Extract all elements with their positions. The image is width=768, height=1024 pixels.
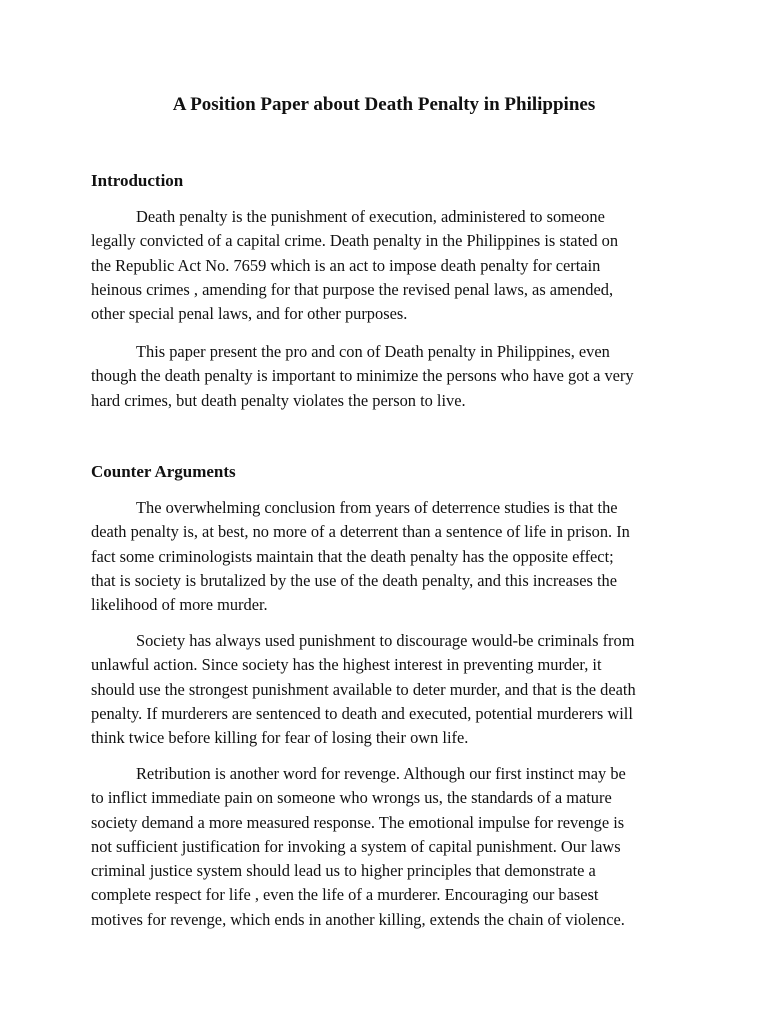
- text-line: criminal justice system should lead us to higher principles that demonstrate a: [91, 861, 596, 881]
- text-line: motives for revenge, which ends in another killing, extends the chain of violence.: [91, 909, 625, 929]
- text-line: to inflict immediate pain on someone who wrongs us, the standards of a mature: [91, 788, 612, 808]
- text-line: Society has always used punishment to discourage would-be criminals from: [136, 631, 635, 650]
- text-line: heinous crimes , amending for that purpose the revised penal laws, as amended,: [91, 279, 614, 299]
- section-heading-introduction: Introduction: [91, 171, 184, 190]
- text-line: that is society is brutalized by the use of the death penalty, and this increases the: [91, 570, 618, 590]
- text-line: the Republic Act No. 7659 which is an act to impose death penalty for certain: [91, 255, 601, 275]
- text-line: fact some criminologists maintain that the death penalty has the opposite effect;: [91, 546, 614, 566]
- text-line: hard crimes, but death penalty violates the person to live.: [91, 390, 466, 410]
- text-line: not sufficient justification for invoking a system of capital punishment. Our laws: [91, 836, 621, 856]
- text-line: though the death penalty is important to minimize the persons who have got a very: [91, 366, 634, 386]
- text-line: This paper present the pro and con of Death penalty in Philippines, even: [136, 342, 610, 361]
- text-line: The overwhelming conclusion from years of deterrence studies is that the: [136, 498, 618, 517]
- text-line: likelihood of more murder.: [91, 595, 268, 615]
- text-line: unlawful action. Since society has the highest interest in preventing murder, it: [91, 655, 602, 675]
- paragraph-counter-arguments-1: [91, 496, 687, 617]
- text-line: should use the strongest punishment available to deter murder, and that is the death: [91, 679, 636, 699]
- paragraph-introduction-2: [91, 340, 687, 413]
- text-line: legally convicted of a capital crime. Death penalty in the Philippines is stated on: [91, 231, 619, 251]
- text-line: complete respect for life , even the life of a murderer. Encouraging our basest: [91, 885, 599, 905]
- text-line: Death penalty is the punishment of execution, administered to someone: [136, 207, 605, 226]
- text-line: Retribution is another word for revenge. Although our first instinct may be: [136, 764, 626, 783]
- text-line: society demand a more measured response. The emotional impulse for revenge is: [91, 812, 625, 832]
- text-line: think twice before killing for fear of losing their own life.: [91, 728, 469, 748]
- text-line: other special penal laws, and for other purposes.: [91, 304, 408, 324]
- paragraph-counter-arguments-3: [91, 762, 687, 932]
- section-heading-counter-arguments: Counter Arguments: [91, 462, 236, 481]
- text-line: penalty. If murderers are sentenced to death and executed, potential murderers will: [91, 703, 633, 723]
- paragraph-introduction-1: [91, 205, 687, 326]
- page-title: A Position Paper about Death Penalty in Philippines: [172, 94, 596, 115]
- text-line: death penalty is, at best, no more of a deterrent than a sentence of life in prison. In: [91, 522, 630, 542]
- paragraph-counter-arguments-2: [91, 629, 687, 750]
